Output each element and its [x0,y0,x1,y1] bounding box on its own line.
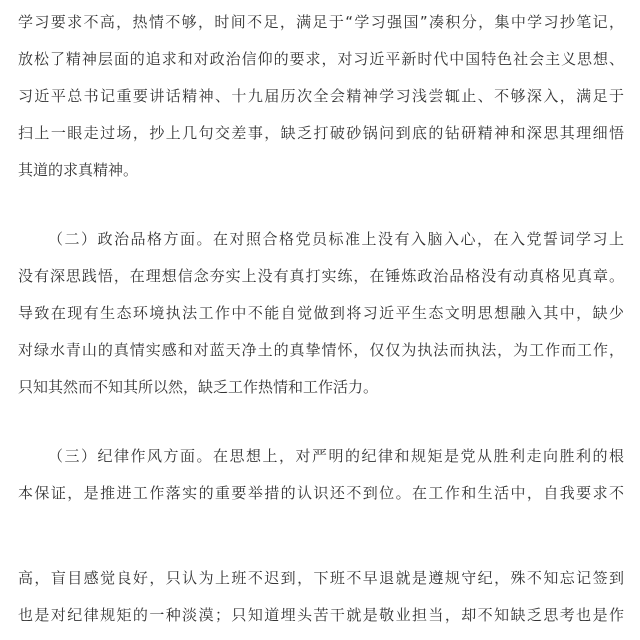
text-line: （二）政治品格方面。在对照合格党员标准上没有入脑入心，在入党誓词学习上 [48,230,624,248]
text-line: 习近平总书记重要讲话精神、十九届历次全会精神学习浅尝辄止、不够深入，满足于 [18,87,624,105]
text-line: 本保证，是推进工作落实的重要举措的认识还不到位。在工作和生活中，自我要求不 [18,484,624,502]
text-line: 其道的求真精神。 [18,161,139,179]
text-line: 也是对纪律规矩的一种淡漠；只知道埋头苦干就是敬业担当，却不知缺乏思考也是作 [18,606,624,624]
text-line: 扫上一眼走过场，抄上几句交差事，缺乏打破砂锅问到底的钻研精神和深思其理细悟 [18,124,624,142]
text-line: 导致在现有生态环境执法工作中不能自觉做到将习近平生态文明思想融入其中，缺少 [18,304,624,322]
text-line: 学习要求不高，热情不够，时间不足，满足于“学习强国”凑积分，集中学习抄笔记， [18,13,624,31]
text-line: 没有深思践悟，在理想信念夯实上没有真打实练，在锤炼政治品格没有动真格见真章。 [18,267,624,285]
text-line: 对绿水青山的真情实感和对蓝天净土的真挚情怀，仅仅为执法而执法，为工作而工作， [18,341,624,359]
text-line: （三）纪律作风方面。在思想上，对严明的纪律和规矩是党从胜利走向胜利的根 [48,447,624,465]
text-line: 高，盲目感觉良好，只认为上班不迟到，下班不早退就是遵规守纪，殊不知忘记签到 [18,569,624,587]
text-line: 只知其然而不知其所以然，缺乏工作热情和工作活力。 [18,378,379,396]
text-line: 放松了精神层面的追求和对政治信仰的要求，对习近平新时代中国特色社会主义思想、 [18,50,624,68]
